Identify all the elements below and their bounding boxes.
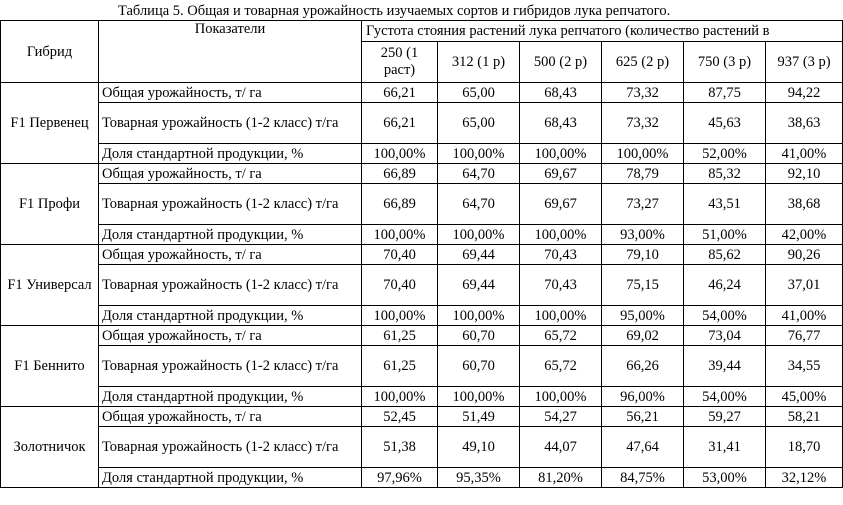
value-cell: 38,68 (766, 184, 843, 225)
value-cell: 45,00% (766, 387, 843, 407)
value-cell: 73,04 (684, 326, 766, 346)
indicator-label: Товарная урожайность (1-2 класс) т/га (99, 427, 362, 468)
value-cell: 81,20% (520, 468, 602, 488)
value-cell: 100,00% (602, 144, 684, 164)
header-row (1, 21, 843, 42)
value-cell: 93,00% (602, 225, 684, 245)
value-cell: 100,00% (520, 387, 602, 407)
value-cell: 52,00% (684, 144, 766, 164)
table-row (1, 407, 843, 427)
value-cell: 69,44 (438, 265, 520, 306)
header-density: 500 (2 р) (520, 42, 602, 83)
value-cell: 59,27 (684, 407, 766, 427)
value-cell: 46,24 (684, 265, 766, 306)
indicator-label: Общая урожайность, т/ га (99, 164, 362, 184)
value-cell: 70,43 (520, 265, 602, 306)
value-cell: 60,70 (438, 326, 520, 346)
value-cell: 100,00% (438, 144, 520, 164)
value-cell: 66,89 (362, 164, 438, 184)
value-cell: 75,15 (602, 265, 684, 306)
value-cell: 73,32 (602, 83, 684, 103)
value-cell: 68,43 (520, 103, 602, 144)
value-cell: 100,00% (438, 225, 520, 245)
value-cell: 69,44 (438, 245, 520, 265)
value-cell: 31,41 (684, 427, 766, 468)
hybrid-name: F1 Профи (1, 164, 99, 245)
indicator-label: Общая урожайность, т/ га (99, 407, 362, 427)
table-row (1, 306, 843, 326)
value-cell: 41,00% (766, 306, 843, 326)
value-cell: 92,10 (766, 164, 843, 184)
indicator-label: Общая урожайность, т/ га (99, 245, 362, 265)
table-row (1, 245, 843, 265)
yield-table (0, 20, 843, 488)
value-cell: 69,02 (602, 326, 684, 346)
value-cell: 70,40 (362, 265, 438, 306)
header-density: 625 (2 р) (602, 42, 684, 83)
indicator-label: Доля стандартной продукции, % (99, 387, 362, 407)
indicator-label: Доля стандартной продукции, % (99, 144, 362, 164)
value-cell: 54,27 (520, 407, 602, 427)
value-cell: 18,70 (766, 427, 843, 468)
table-row (1, 225, 843, 245)
value-cell: 85,62 (684, 245, 766, 265)
value-cell: 69,67 (520, 184, 602, 225)
indicator-label: Товарная урожайность (1-2 класс) т/га (99, 184, 362, 225)
table-row (1, 83, 843, 103)
value-cell: 70,43 (520, 245, 602, 265)
table-row (1, 164, 843, 184)
value-cell: 53,00% (684, 468, 766, 488)
header-density: 312 (1 р) (438, 42, 520, 83)
value-cell: 70,40 (362, 245, 438, 265)
table-row (1, 103, 843, 144)
table-row (1, 387, 843, 407)
value-cell: 69,67 (520, 164, 602, 184)
value-cell: 100,00% (438, 306, 520, 326)
value-cell: 49,10 (438, 427, 520, 468)
header-density: 250 (1 раст) (362, 42, 438, 83)
value-cell: 68,43 (520, 83, 602, 103)
value-cell: 65,00 (438, 83, 520, 103)
indicator-label: Доля стандартной продукции, % (99, 468, 362, 488)
value-cell: 61,25 (362, 326, 438, 346)
hybrid-name: F1 Беннито (1, 326, 99, 407)
value-cell: 100,00% (362, 144, 438, 164)
value-cell: 87,75 (684, 83, 766, 103)
value-cell: 52,45 (362, 407, 438, 427)
header-hybrid: Гибрид (1, 21, 99, 83)
table-row (1, 427, 843, 468)
value-cell: 65,72 (520, 326, 602, 346)
value-cell: 66,89 (362, 184, 438, 225)
value-cell: 73,27 (602, 184, 684, 225)
indicator-label: Общая урожайность, т/ га (99, 83, 362, 103)
value-cell: 66,21 (362, 103, 438, 144)
value-cell: 56,21 (602, 407, 684, 427)
indicator-label: Общая урожайность, т/ га (99, 326, 362, 346)
value-cell: 58,21 (766, 407, 843, 427)
indicator-label: Товарная урожайность (1-2 класс) т/га (99, 103, 362, 144)
table-row (1, 326, 843, 346)
indicator-label: Доля стандартной продукции, % (99, 225, 362, 245)
table-row (1, 265, 843, 306)
value-cell: 41,00% (766, 144, 843, 164)
value-cell: 34,55 (766, 346, 843, 387)
header-indicators: Показатели (99, 21, 362, 83)
value-cell: 42,00% (766, 225, 843, 245)
value-cell: 90,26 (766, 245, 843, 265)
value-cell: 94,22 (766, 83, 843, 103)
value-cell: 95,00% (602, 306, 684, 326)
indicator-label: Товарная урожайность (1-2 класс) т/га (99, 346, 362, 387)
indicator-label: Доля стандартной продукции, % (99, 306, 362, 326)
value-cell: 95,35% (438, 468, 520, 488)
table-row (1, 468, 843, 488)
value-cell: 44,07 (520, 427, 602, 468)
value-cell: 32,12% (766, 468, 843, 488)
value-cell: 76,77 (766, 326, 843, 346)
table-row (1, 144, 843, 164)
value-cell: 60,70 (438, 346, 520, 387)
header-density: 750 (3 р) (684, 42, 766, 83)
value-cell: 43,51 (684, 184, 766, 225)
table-caption: Таблица 5. Общая и товарная урожайность изучаемых сортов и гибридов лука репчатого. (118, 3, 671, 19)
value-cell: 79,10 (602, 245, 684, 265)
header-density: 937 (3 р) (766, 42, 843, 83)
value-cell: 61,25 (362, 346, 438, 387)
value-cell: 47,64 (602, 427, 684, 468)
value-cell: 100,00% (520, 225, 602, 245)
value-cell: 73,32 (602, 103, 684, 144)
value-cell: 78,79 (602, 164, 684, 184)
value-cell: 96,00% (602, 387, 684, 407)
value-cell: 38,63 (766, 103, 843, 144)
indicator-label: Товарная урожайность (1-2 класс) т/га (99, 265, 362, 306)
value-cell: 65,72 (520, 346, 602, 387)
hybrid-name: Золотничок (1, 407, 99, 488)
value-cell: 84,75% (602, 468, 684, 488)
header-density-title: Густота стояния растений лука репчатого (количество растений в (362, 21, 843, 42)
value-cell: 65,00 (438, 103, 520, 144)
value-cell: 97,96% (362, 468, 438, 488)
hybrid-name: F1 Первенец (1, 83, 99, 164)
value-cell: 100,00% (362, 387, 438, 407)
value-cell: 45,63 (684, 103, 766, 144)
hybrid-name: F1 Универсал (1, 245, 99, 326)
table-row (1, 184, 843, 225)
value-cell: 66,21 (362, 83, 438, 103)
value-cell: 51,49 (438, 407, 520, 427)
value-cell: 39,44 (684, 346, 766, 387)
value-cell: 54,00% (684, 306, 766, 326)
value-cell: 54,00% (684, 387, 766, 407)
value-cell: 37,01 (766, 265, 843, 306)
value-cell: 100,00% (362, 225, 438, 245)
value-cell: 51,00% (684, 225, 766, 245)
value-cell: 100,00% (362, 306, 438, 326)
value-cell: 85,32 (684, 164, 766, 184)
table-row (1, 346, 843, 387)
value-cell: 100,00% (520, 306, 602, 326)
value-cell: 100,00% (520, 144, 602, 164)
value-cell: 100,00% (438, 387, 520, 407)
value-cell: 66,26 (602, 346, 684, 387)
value-cell: 64,70 (438, 164, 520, 184)
value-cell: 64,70 (438, 184, 520, 225)
value-cell: 51,38 (362, 427, 438, 468)
